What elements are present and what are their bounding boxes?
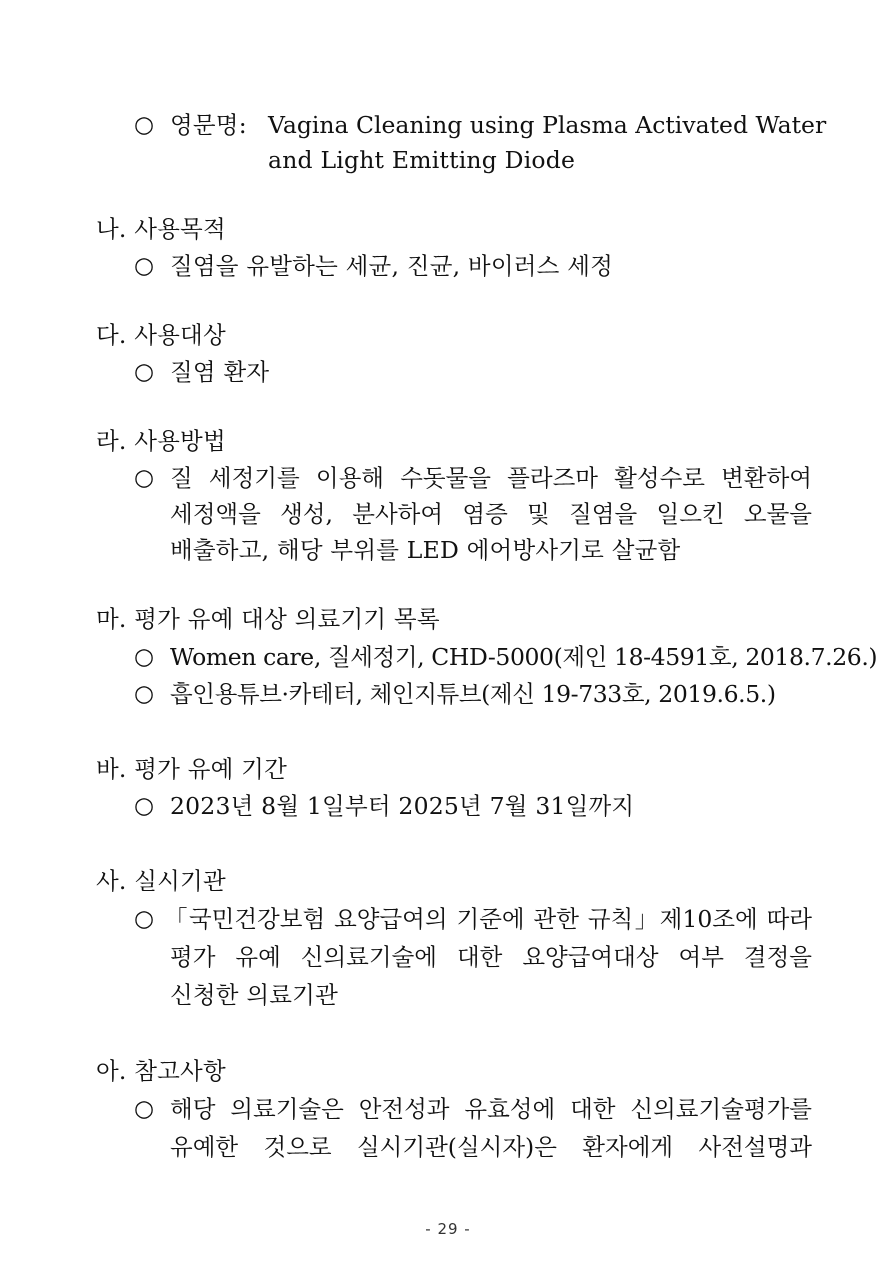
method-line-1: 질 세정기를 이용해 수돗물을 플라즈마 활성수로 변환하여 xyxy=(170,464,812,492)
institution-line-2: 평가 유예 신의료기술에 대한 요양급여대상 여부 결정을 xyxy=(170,943,812,971)
bullet-circle: ○ xyxy=(134,1096,155,1122)
section-heading-institution: 사. 실시기관 xyxy=(96,867,226,895)
section-heading-purpose: 나. 사용목적 xyxy=(96,215,226,243)
bullet-circle: ○ xyxy=(134,359,155,385)
section-heading-notes: 아. 참고사항 xyxy=(96,1057,226,1085)
period-text: 2023년 8월 1일부터 2025년 7월 31일까지 xyxy=(170,792,635,820)
device-item-1: Women care, 질세정기, CHD-5000(제인 18-4591호, 2018.7.26.) xyxy=(170,643,878,671)
section-heading-devices: 마. 평가 유예 대상 의료기기 목록 xyxy=(96,605,440,633)
notes-line-1: 해당 의료기술은 안전성과 유효성에 대한 신의료기술평가를 xyxy=(170,1095,812,1123)
device-item-2: 흡인용튜브·카테터, 체인지튜브(제신 19-733호, 2019.6.5.) xyxy=(170,680,776,708)
english-name-line-2: and Light Emitting Diode xyxy=(268,146,576,174)
target-text: 질염 환자 xyxy=(170,358,270,386)
purpose-text: 질염을 유발하는 세균, 진균, 바이러스 세정 xyxy=(170,252,614,280)
page-number: - 29 - xyxy=(425,1220,471,1238)
institution-line-3: 신청한 의료기관 xyxy=(170,981,338,1009)
bullet-circle: ○ xyxy=(134,465,155,491)
english-name-label: 영문명: xyxy=(170,111,247,139)
bullet-circle: ○ xyxy=(134,906,155,932)
bullet-circle: ○ xyxy=(134,681,155,707)
notes-line-2: 유예한 것으로 실시기관(실시자)은 환자에게 사전설명과 xyxy=(170,1133,812,1161)
bullet-circle: ○ xyxy=(134,112,155,138)
institution-line-1: 「국민건강보험 요양급여의 기준에 관한 규칙」제10조에 따라 xyxy=(164,905,812,933)
method-line-2: 세정액을 생성, 분사하여 염증 및 질염을 일으킨 오물을 xyxy=(170,500,812,528)
section-heading-method: 라. 사용방법 xyxy=(96,427,226,455)
bullet-circle: ○ xyxy=(134,793,155,819)
method-line-3: 배출하고, 해당 부위를 LED 에어방사기로 살균함 xyxy=(170,536,681,564)
bullet-circle: ○ xyxy=(134,644,155,670)
section-heading-target: 다. 사용대상 xyxy=(96,321,226,349)
section-heading-period: 바. 평가 유예 기간 xyxy=(96,755,287,783)
english-name-line-1: Vagina Cleaning using Plasma Activated Water xyxy=(268,111,827,139)
bullet-circle: ○ xyxy=(134,253,155,279)
